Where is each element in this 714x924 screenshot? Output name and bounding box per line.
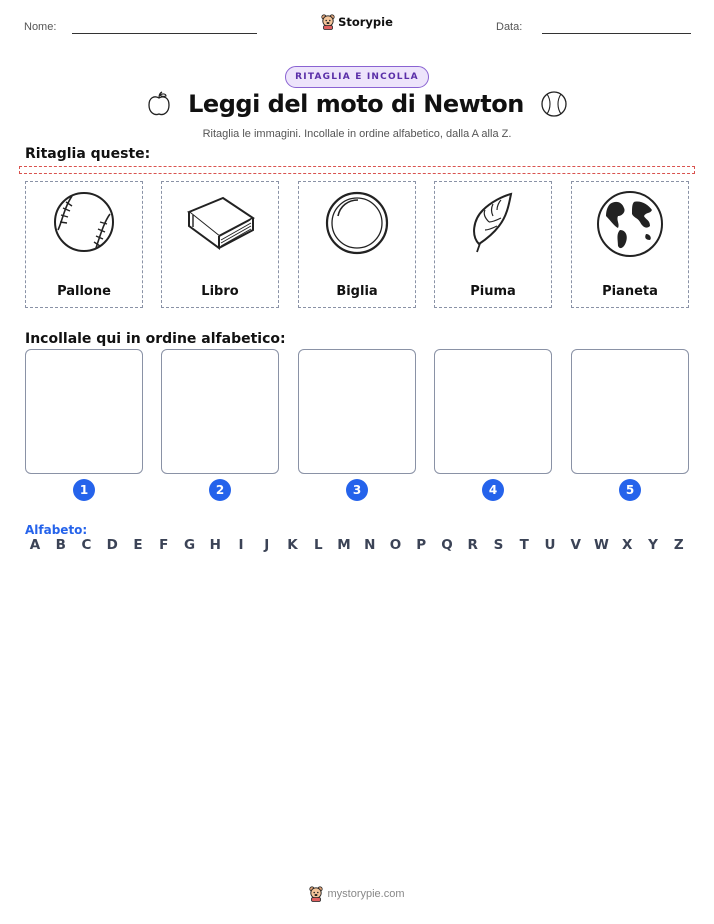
alphabet-title: Alfabeto: — [25, 523, 88, 537]
footer-url[interactable]: mystorypie.com — [327, 888, 405, 900]
book-icon — [183, 190, 257, 254]
cut-card-libro[interactable] — [161, 181, 279, 308]
card-label: Piuma — [470, 284, 516, 299]
alphabet-letter: V — [570, 537, 581, 553]
alphabet-letter: H — [209, 537, 221, 553]
alphabet-letter: G — [183, 537, 196, 553]
cut-card-pallone[interactable] — [25, 181, 143, 308]
paste-heading: Incollale qui in ordine alfabetico: — [25, 331, 286, 347]
paste-slot-2[interactable] — [161, 349, 279, 474]
card-label: Pianeta — [602, 284, 658, 299]
alphabet-letter: J — [264, 537, 270, 553]
cut-card-biglia[interactable] — [298, 181, 416, 308]
alphabet-letter: Z — [673, 537, 684, 553]
paste-slot-3[interactable] — [298, 349, 416, 474]
alphabet-letter: X — [622, 537, 633, 553]
slot-number-5: 5 — [619, 479, 641, 501]
baseball-icon — [540, 90, 568, 118]
page-title: Leggi del moto di Newton — [188, 90, 524, 118]
alphabet-letter: Q — [441, 537, 453, 553]
cut-heading: Ritaglia queste: — [25, 146, 151, 162]
alphabet-letter: U — [544, 537, 556, 553]
activity-badge: RITAGLIA E INCOLLA — [285, 66, 429, 88]
bear-logo-icon — [309, 886, 323, 902]
alphabet-letter: R — [467, 537, 478, 553]
apple-icon — [146, 90, 172, 118]
slot-number-3: 3 — [346, 479, 368, 501]
card-label: Libro — [201, 284, 239, 299]
globe-icon — [596, 190, 664, 258]
date-line — [542, 33, 691, 34]
paste-slot-4[interactable] — [434, 349, 552, 474]
alphabet-letter: A — [29, 537, 41, 553]
alphabet-row — [25, 537, 689, 553]
alphabet-letter: O — [389, 537, 402, 553]
cut-card-pianeta[interactable] — [571, 181, 689, 308]
alphabet-letter: N — [364, 537, 376, 553]
alphabet-letter: L — [313, 537, 323, 553]
date-label: Data: — [496, 21, 523, 33]
alphabet-letter: I — [238, 537, 244, 553]
cut-line — [19, 166, 695, 174]
instructions: Ritaglia le immagini. Incollale in ordine alfabetico, dalla A alla Z. — [202, 128, 512, 140]
alphabet-letter: P — [416, 537, 427, 553]
name-label: Nome: — [24, 21, 57, 33]
alphabet-letter: K — [287, 537, 298, 553]
card-label: Biglia — [336, 284, 378, 299]
baseball-icon — [52, 190, 116, 254]
card-label: Pallone — [57, 284, 111, 299]
paste-slot-1[interactable] — [25, 349, 143, 474]
footer — [0, 886, 714, 902]
alphabet-letter: E — [133, 537, 143, 553]
brand-name: Storypie — [338, 15, 393, 29]
alphabet-letter: S — [493, 537, 504, 553]
slot-number-1: 1 — [73, 479, 95, 501]
alphabet-letter: Y — [648, 537, 658, 553]
slot-number-4: 4 — [482, 479, 504, 501]
paste-slot-5[interactable] — [571, 349, 689, 474]
marble-icon — [324, 190, 390, 256]
alphabet-letter: F — [159, 537, 169, 553]
alphabet-letter: C — [81, 537, 92, 553]
cut-card-piuma[interactable] — [434, 181, 552, 308]
brand-logo — [0, 14, 714, 30]
bear-logo-icon — [321, 14, 335, 30]
alphabet-letter: D — [106, 537, 118, 553]
name-line — [72, 33, 257, 34]
alphabet-letter: T — [519, 537, 529, 553]
slot-number-2: 2 — [209, 479, 231, 501]
feather-icon — [463, 190, 523, 256]
alphabet-letter: M — [337, 537, 351, 553]
alphabet-letter: B — [55, 537, 66, 553]
alphabet-letter: W — [594, 537, 609, 553]
